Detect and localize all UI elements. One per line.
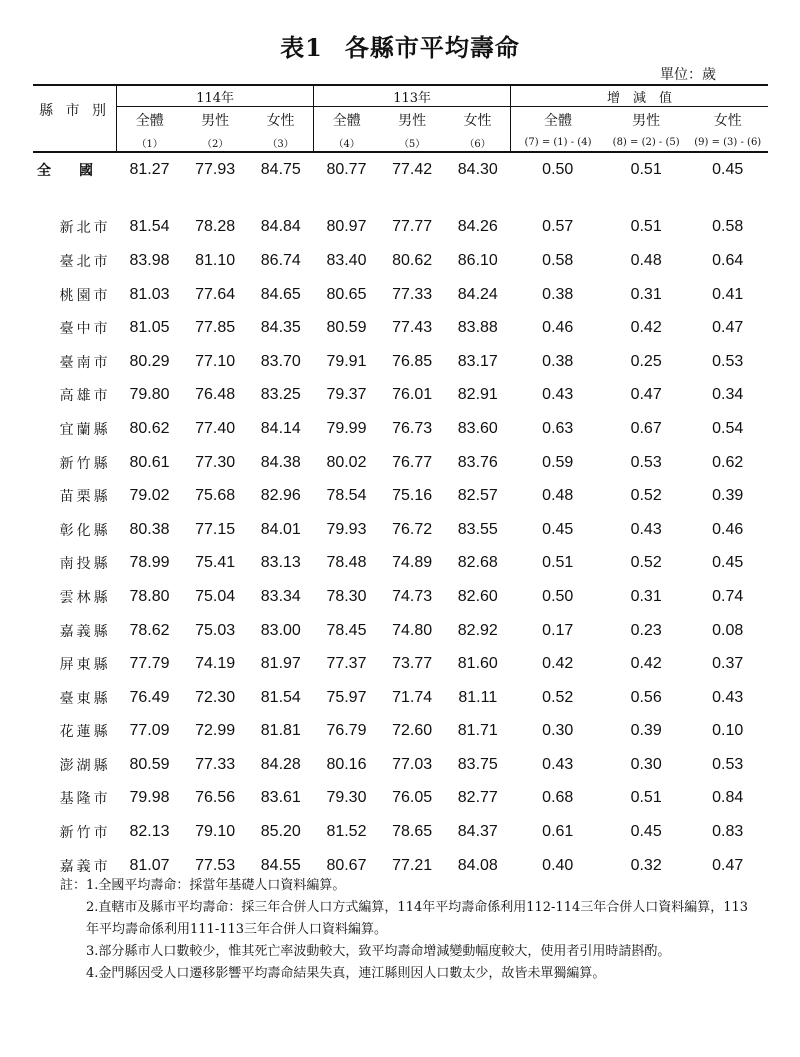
value-cell: 77.79 [129,655,170,673]
header-index-row [33,133,768,152]
value-cell: 78.45 [326,621,367,639]
region-name: 南投縣 [59,556,111,573]
value-cell: 84.01 [260,520,301,538]
value-cell: 0.46 [712,520,744,538]
value-cell: 0.10 [712,722,744,740]
table-row [33,345,768,379]
value-cell: 80.97 [326,218,367,236]
value-cell: 0.41 [712,285,744,303]
region-name: 新北市 [59,220,111,237]
value-cell: 81.81 [260,722,301,740]
index-header: （5） [398,138,426,150]
value-cell: 0.84 [712,789,744,807]
index-header: （4） [314,133,380,152]
value-cell: 76.01 [392,386,433,404]
table-row [33,244,768,278]
value-cell: 0.46 [542,319,574,337]
value-cell: 82.60 [457,587,498,605]
value-cell: 78.30 [326,587,367,605]
value-cell: 81.07 [129,856,170,874]
value-cell: 0.50 [542,587,574,605]
value-cell: 0.83 [712,823,744,841]
value-cell: 77.33 [195,755,236,773]
table-row [33,748,768,782]
value-cell: 0.39 [630,722,662,740]
region-name: 臺中市 [59,321,111,338]
value-cell: 80.67 [326,856,367,874]
value-cell: 0.50 [542,160,574,178]
index-header: （2） [201,138,229,150]
value-cell: 0.52 [630,487,662,505]
value-cell: 79.10 [195,823,236,841]
value-cell: 77.85 [195,319,236,337]
value-cell: 83.55 [457,520,498,538]
value-cell: 81.54 [129,218,170,236]
value-cell: 76.77 [392,453,433,471]
region-name: 嘉義縣 [59,623,111,640]
value-cell: 72.60 [392,722,433,740]
value-cell: 84.26 [457,218,498,236]
sub-header: 男性 [398,113,427,129]
value-cell: 0.43 [630,520,662,538]
value-cell: 81.52 [326,823,367,841]
value-cell: 76.48 [195,386,236,404]
value-cell: 83.75 [457,755,498,773]
value-cell: 82.92 [457,621,498,639]
sub-header: 男性 [201,113,230,129]
spacer-cell [33,187,768,211]
region-name: 臺北市 [59,253,111,270]
value-cell: 77.33 [392,285,433,303]
footnote [60,875,760,897]
table-row [33,647,768,681]
value-cell: 0.23 [630,621,662,639]
region-name: 澎湖縣 [59,757,111,774]
sub-header: 全體 [314,107,380,134]
value-cell: 0.47 [712,856,744,874]
value-cell: 0.52 [542,688,574,706]
index-header: （6） [464,138,491,150]
value-cell: 0.31 [630,587,662,605]
value-cell: 0.47 [630,386,662,404]
table-number: 表1 [280,33,323,62]
value-cell: 82.13 [129,823,170,841]
value-cell: 79.91 [326,352,367,370]
value-cell: 80.29 [129,352,170,370]
table-row [33,580,768,614]
row-label-header: 縣 市 別 [39,102,111,119]
value-cell: 0.25 [630,352,662,370]
region-name: 臺南市 [59,354,111,371]
value-cell: 79.02 [129,487,170,505]
value-cell: 78.54 [326,487,367,505]
table-row [33,278,768,312]
value-cell: 84.14 [260,419,301,437]
region-name: 花蓮縣 [59,724,111,741]
region-name: 全 國 [37,162,93,179]
table-row [33,479,768,513]
value-cell: 0.38 [542,352,574,370]
region-name: 彰化縣 [59,522,111,539]
value-cell: 84.84 [260,218,301,236]
value-cell: 83.70 [260,352,301,370]
value-cell: 77.53 [195,856,236,874]
table-row [33,412,768,446]
index-header: (7) = (1) - (4) [511,133,605,152]
value-cell: 80.77 [326,160,367,178]
value-cell: 0.54 [712,419,744,437]
value-cell: 82.91 [457,386,498,404]
value-cell: 72.99 [195,722,236,740]
table-row [33,681,768,715]
value-cell: 0.43 [542,386,574,404]
value-cell: 80.02 [326,453,367,471]
value-cell: 0.32 [630,856,662,874]
value-cell: 72.30 [195,688,236,706]
value-cell: 83.25 [260,386,301,404]
value-cell: 81.10 [195,251,236,269]
sub-header: 全體 [511,107,605,134]
value-cell: 0.61 [542,823,574,841]
value-cell: 78.28 [195,218,236,236]
value-cell: 80.38 [129,520,170,538]
value-cell: 82.68 [457,554,498,572]
value-cell: 74.19 [195,655,236,673]
value-cell: 75.41 [195,554,236,572]
value-cell: 0.31 [630,285,662,303]
value-cell: 77.64 [195,285,236,303]
value-cell: 74.73 [392,587,433,605]
header-sub-row [33,107,768,134]
value-cell: 0.58 [712,218,744,236]
value-cell: 77.10 [195,352,236,370]
footnote-text: 4.金門縣因受人口遷移影響平均壽命結果失真，連江縣則因人口數太少，故皆未單獨編算。 [86,966,606,981]
value-cell: 80.62 [392,251,433,269]
value-cell: 0.56 [630,688,662,706]
value-cell: 74.89 [392,554,433,572]
value-cell: 83.17 [457,352,498,370]
value-cell: 83.40 [326,251,367,269]
value-cell: 83.88 [457,319,498,337]
table-row [33,446,768,480]
unit-label: 單位：歲 [660,67,716,83]
group-header-114: 114年 [117,85,314,107]
value-cell: 0.67 [630,419,662,437]
value-cell: 79.98 [129,789,170,807]
value-cell: 0.68 [542,789,574,807]
value-cell: 0.45 [542,520,574,538]
value-cell: 83.34 [260,587,301,605]
table-row [33,715,768,749]
value-cell: 74.80 [392,621,433,639]
value-cell: 0.64 [712,251,744,269]
value-cell: 76.72 [392,520,433,538]
value-cell: 81.60 [457,655,498,673]
index-header: (8) = (2) - (5) [612,136,680,148]
value-cell: 81.97 [260,655,301,673]
value-cell: 0.51 [630,218,662,236]
region-name: 雲林縣 [59,589,111,606]
table-row [33,513,768,547]
value-cell: 75.97 [326,688,367,706]
value-cell: 0.53 [712,352,744,370]
footnote-label: 註： [60,878,87,893]
life-expectancy-table [33,84,768,882]
value-cell: 80.62 [129,419,170,437]
value-cell: 0.51 [542,554,574,572]
region-name: 桃園市 [59,287,111,304]
value-cell: 77.37 [326,655,367,673]
value-cell: 84.38 [260,453,301,471]
value-cell: 0.62 [712,453,744,471]
value-cell: 84.55 [260,856,301,874]
value-cell: 84.30 [457,160,498,178]
value-cell: 84.35 [260,319,301,337]
value-cell: 77.21 [392,856,433,874]
index-header: （1） [117,133,183,152]
footnote [60,897,760,941]
value-cell: 76.56 [195,789,236,807]
value-cell: 75.68 [195,487,236,505]
value-cell: 81.71 [457,722,498,740]
value-cell: 81.27 [129,160,170,178]
value-cell: 82.96 [260,487,301,505]
value-cell: 0.30 [542,722,574,740]
region-name: 屏東縣 [59,657,111,674]
value-cell: 77.09 [129,722,170,740]
value-cell: 86.74 [260,251,301,269]
table-row [33,211,768,245]
value-cell: 81.54 [260,688,301,706]
value-cell: 0.74 [712,587,744,605]
value-cell: 76.85 [392,352,433,370]
value-cell: 84.08 [457,856,498,874]
value-cell: 77.42 [392,160,433,178]
value-cell: 84.28 [260,755,301,773]
sub-header: 男性 [632,113,661,129]
table-row [33,782,768,816]
value-cell: 76.79 [326,722,367,740]
value-cell: 0.17 [542,621,574,639]
value-cell: 75.16 [392,487,433,505]
region-name: 宜蘭縣 [59,421,111,438]
table-row [33,614,768,648]
value-cell: 0.52 [630,554,662,572]
value-cell: 77.40 [195,419,236,437]
value-cell: 0.53 [630,453,662,471]
value-cell: 82.57 [457,487,498,505]
value-cell: 83.60 [457,419,498,437]
value-cell: 78.99 [129,554,170,572]
value-cell: 80.59 [326,319,367,337]
region-name: 新竹縣 [59,455,111,472]
value-cell: 0.59 [542,453,574,471]
value-cell: 0.08 [712,621,744,639]
footnote [60,963,760,985]
sub-header: 女性 [713,113,742,129]
group-header-113: 113年 [314,85,511,107]
region-name: 臺東縣 [59,690,111,707]
footnote-text: 1.全國平均壽命：採當年基礎人口資料編算。 [86,878,346,893]
value-cell: 75.03 [195,621,236,639]
value-cell: 86.10 [457,251,498,269]
index-blank [33,133,117,152]
table-body [33,152,768,882]
value-cell: 79.80 [129,386,170,404]
value-cell: 73.77 [392,655,433,673]
footnote-text: 2.直轄市及縣市平均壽命：採三年合併人口方式編算，114年平均壽命係利用112-114三年合併人口資料編算，113年平均壽命係利用111-113三年合併人口資料編算。 [86,900,749,937]
value-cell: 0.47 [712,319,744,337]
table-title: 各縣市平均壽命 [344,33,520,62]
value-cell: 0.39 [712,487,744,505]
value-cell: 78.62 [129,621,170,639]
sub-header: 全體 [117,107,183,134]
value-cell: 84.24 [457,285,498,303]
value-cell: 0.42 [630,319,662,337]
spacer-row [33,187,768,211]
value-cell: 0.51 [630,789,662,807]
value-cell: 0.53 [712,755,744,773]
value-cell: 83.76 [457,453,498,471]
value-cell: 0.48 [630,251,662,269]
value-cell: 80.59 [129,755,170,773]
table-row [33,379,768,413]
value-cell: 80.61 [129,453,170,471]
value-cell: 0.45 [712,554,744,572]
value-cell: 77.43 [392,319,433,337]
sub-header: 女性 [463,113,492,129]
region-name: 嘉義市 [59,858,111,875]
value-cell: 84.37 [457,823,498,841]
value-cell: 77.30 [195,453,236,471]
table-row [33,547,768,581]
value-cell: 84.75 [260,160,301,178]
value-cell: 0.45 [630,823,662,841]
index-header: (9) = (3) - (6) [694,136,762,148]
value-cell: 0.37 [712,655,744,673]
region-name: 苗栗縣 [59,489,111,506]
value-cell: 79.99 [326,419,367,437]
value-cell: 80.65 [326,285,367,303]
value-cell: 78.65 [392,823,433,841]
region-name: 基隆市 [59,791,111,808]
value-cell: 0.57 [542,218,574,236]
header-group-row [33,85,768,107]
value-cell: 77.93 [195,160,236,178]
table-row-total [33,152,768,187]
region-name: 高雄市 [59,388,111,405]
value-cell: 0.58 [542,251,574,269]
value-cell: 81.05 [129,319,170,337]
value-cell: 78.80 [129,587,170,605]
value-cell: 79.37 [326,386,367,404]
region-name: 新竹市 [59,825,111,842]
value-cell: 0.42 [542,655,574,673]
value-cell: 77.77 [392,218,433,236]
value-cell: 0.63 [542,419,574,437]
value-cell: 77.03 [392,755,433,773]
value-cell: 81.03 [129,285,170,303]
value-cell: 81.11 [458,688,498,706]
value-cell: 80.16 [326,755,367,773]
value-cell: 79.30 [326,789,367,807]
value-cell: 83.98 [129,251,170,269]
value-cell: 0.45 [712,160,744,178]
value-cell: 76.73 [392,419,433,437]
value-cell: 75.04 [195,587,236,605]
value-cell: 71.74 [392,688,433,706]
value-cell: 83.13 [260,554,301,572]
value-cell: 79.93 [326,520,367,538]
value-cell: 0.43 [542,755,574,773]
page-title [0,28,800,63]
table-row [33,815,768,849]
value-cell: 0.38 [542,285,574,303]
footnote-text: 3.部分縣市人口數較少，惟其死亡率波動較大，致平均壽命增減變動幅度較大，使用者引用時請斟酌。 [86,944,671,959]
value-cell: 0.43 [712,688,744,706]
value-cell: 77.15 [195,520,236,538]
footnotes [60,875,760,985]
value-cell: 85.20 [260,823,301,841]
value-cell: 84.65 [260,285,301,303]
value-cell: 83.00 [260,621,301,639]
value-cell: 76.49 [129,688,170,706]
value-cell: 83.61 [260,789,301,807]
value-cell: 0.30 [630,755,662,773]
table-row [33,311,768,345]
value-cell: 82.77 [457,789,498,807]
value-cell: 78.48 [326,554,367,572]
value-cell: 0.51 [630,160,662,178]
value-cell: 76.05 [392,789,433,807]
value-cell: 0.42 [630,655,662,673]
group-header-change: 增 減 值 [511,85,768,107]
value-cell: 0.48 [542,487,574,505]
footnote [60,941,760,963]
value-cell: 0.40 [542,856,574,874]
index-header: （3） [267,138,294,150]
value-cell: 0.34 [712,386,744,404]
sub-header: 女性 [266,113,295,129]
